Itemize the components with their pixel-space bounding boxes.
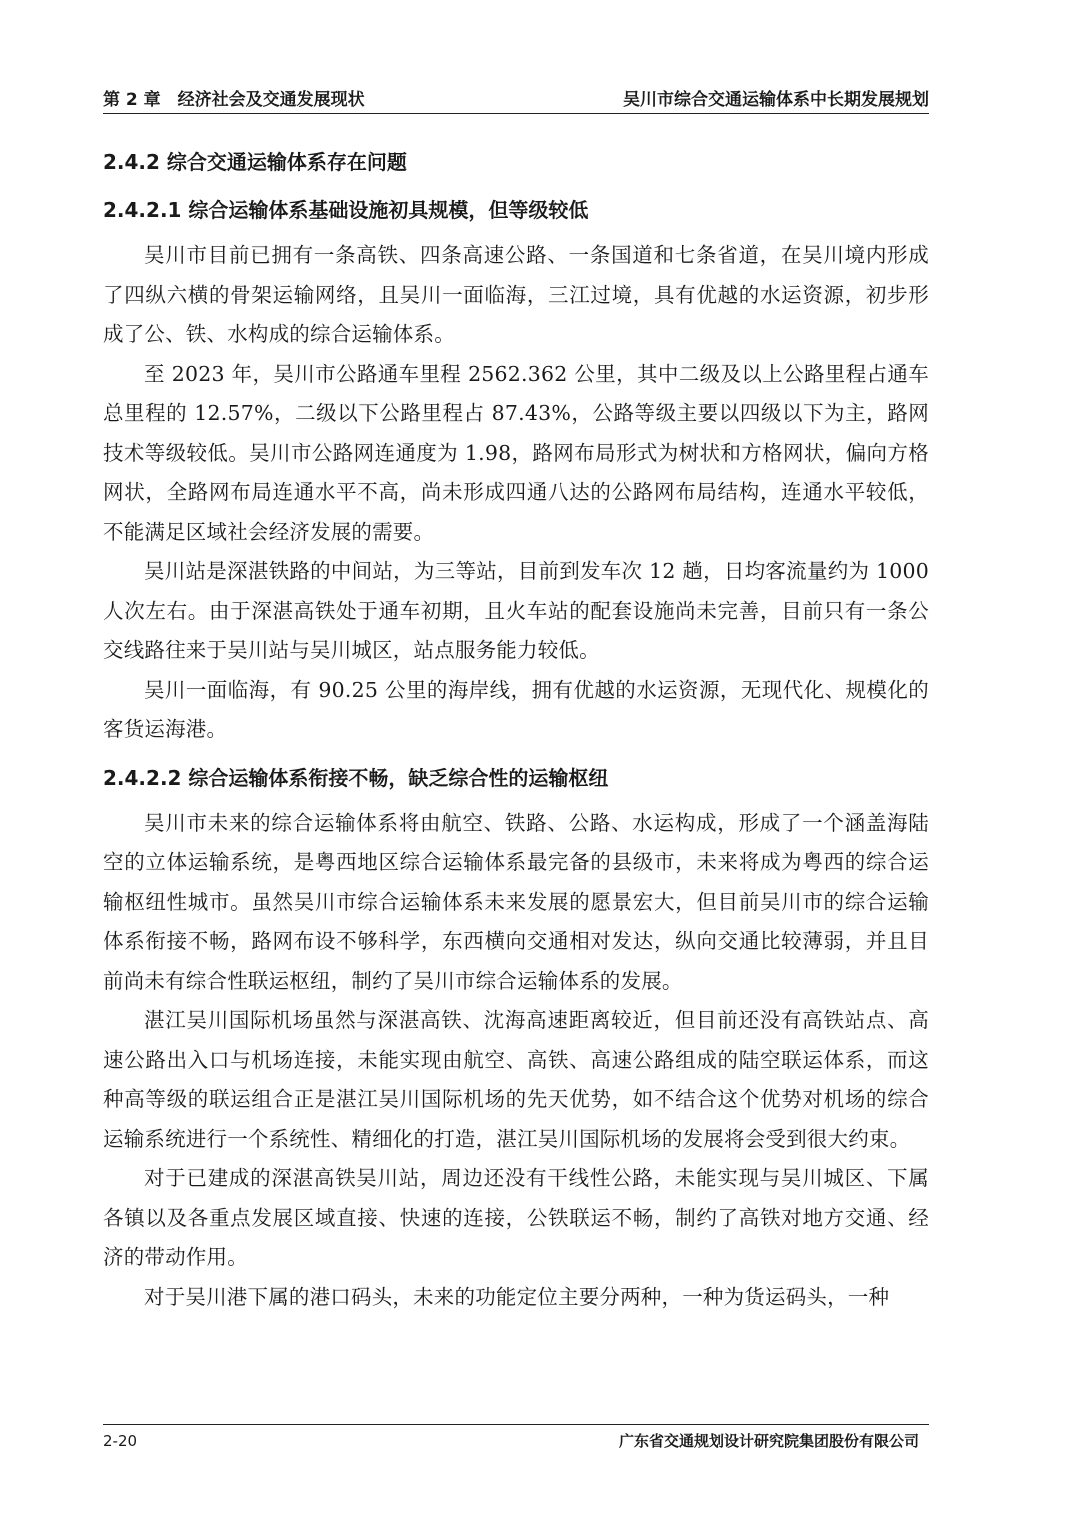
subsection-heading-1: 2.4.2.1 综合运输体系基础设施初具规模，但等级较低 — [103, 198, 589, 222]
paragraph: 吴川站是深湛铁路的中间站，为三等站，目前到发车次 12 趟，日均客流量约为 1000 人次左右。由于深湛高铁处于通车初期，且火车站的配套设施尚未完善，目前只有一条公交线路往来于吴川站与吴川城区，站点服务能力较低。 — [103, 559, 929, 662]
section-heading: 2.4.2 综合交通运输体系存在问题 — [103, 150, 407, 174]
document-title: 吴川市综合交通运输体系中长期发展规划 — [623, 90, 929, 110]
paragraph: 湛江吴川国际机场虽然与深湛高铁、沈海高速距离较近，但目前还没有高铁站点、高速公路出入口与机场连接，未能实现由航空、高铁、高速公路组成的陆空联运体系，而这种高等级的联运组合正是湛江吴川国际机场的先天优势，如不结合这个优势对机场的综合运输系统进行一个系统性、精细化的打造，湛江吴川国际机场的发展将会受到很大约束。 — [103, 1008, 929, 1151]
header-rule — [103, 113, 929, 114]
paragraph: 对于已建成的深湛高铁吴川站，周边还没有干线性公路，未能实现与吴川城区、下属各镇以及各重点发展区域直接、快速的连接，公铁联运不畅，制约了高铁对地方交通、经济的带动作用。 — [103, 1166, 929, 1269]
paragraph: 吴川市目前已拥有一条高铁、四条高速公路、一条国道和七条省道，在吴川境内形成了四纵六横的骨架运输网络，且吴川一面临海，三江过境，具有优越的水运资源，初步形成了公、铁、水构成的综合运输体系。 — [103, 243, 929, 346]
paragraph: 吴川市未来的综合运输体系将由航空、铁路、公路、水运构成，形成了一个涵盖海陆空的立体运输系统，是粤西地区综合运输体系最完备的县级市，未来将成为粤西的综合运输枢纽性城市。虽然吴川市综合运输体系未来发展的愿景宏大，但目前吴川市的综合运输体系衔接不畅，路网布设不够科学，东西横向交通相对发达，纵向交通比较薄弱，并且目前尚未有综合性联运枢纽，制约了吴川市综合运输体系的发展。 — [103, 810, 929, 993]
subsection-heading-2: 2.4.2.2 综合运输体系衔接不畅，缺乏综合性的运输枢纽 — [103, 765, 609, 790]
page-body — [103, 142, 929, 1317]
page-footer — [103, 1428, 929, 1454]
chapter-title: 第 2 章 经济社会及交通发展现状 — [103, 90, 365, 110]
paragraph: 吴川一面临海，有 90.25 公里的海岸线，拥有优越的水运资源，无现代化、规模化的客货运海港。 — [103, 677, 929, 741]
page-header — [103, 86, 929, 114]
page-number: 2-20 — [103, 1432, 138, 1450]
footer-rule — [103, 1424, 929, 1425]
paragraph: 至 2023 年，吴川市公路通车里程 2562.362 公里，其中二级及以上公路里程占通车总里程的 12.57%，二级以下公路里程占 87.43%，公路等级主要以四级以下为主，路网技术等级较低。吴川市公路网连通度为 1.98，路网布局形式为树状和方格网状，偏向方格网状，全路网布局连通水平不高，尚未形成四通八达的公路网布局结构，连通水平较低，不能满足区域社会经济发展的需要。 — [103, 361, 929, 544]
paragraph: 对于吴川港下属的港口码头，未来的功能定位主要分两种，一种为货运码头，一种 — [144, 1284, 890, 1309]
organization-name: 广东省交通规划设计研究院集团股份有限公司 — [618, 1432, 919, 1450]
